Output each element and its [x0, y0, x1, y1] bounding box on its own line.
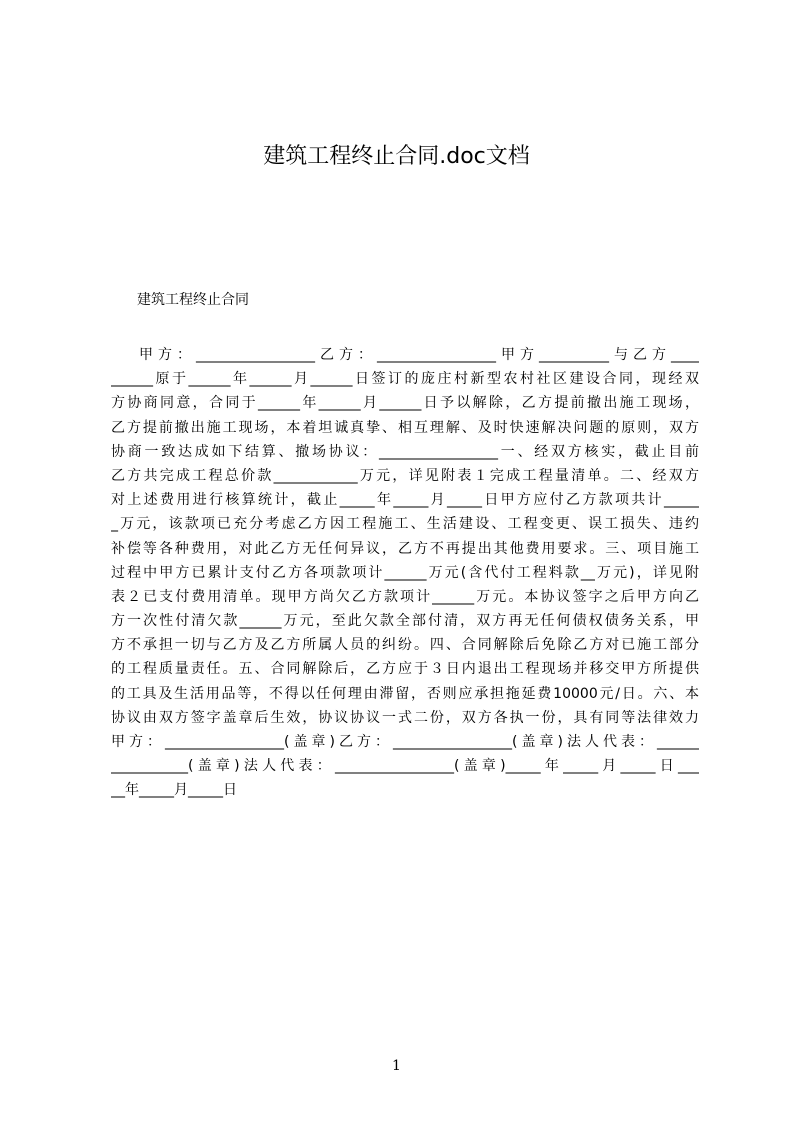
- document-title: 建筑工程终止合同.doc文档: [263, 144, 530, 169]
- body-line: 甲方：_________________(盖章)乙方：_________________(盖章)法人代表：______: [111, 734, 699, 750]
- page-number: 1: [392, 1058, 401, 1074]
- body-line: 方一次性付清欠款______万元，至此欠款全部付清，双方再无任何债权债务关系，甲: [111, 613, 699, 630]
- body-line: __年_____月_____日: [111, 782, 237, 799]
- body-line: 乙方提前撤出施工现场，本着坦诚真挚、相互理解、及时快速解决问题的原则，双方: [111, 419, 699, 436]
- body-line: 方协商同意，合同于______年______月______日予以解除，乙方提前撤出施工现场，: [111, 395, 699, 412]
- body-line: 补偿等各种费用，对此乙方无任何异议，乙方不再提出其他费用要求。三、项目施工: [111, 540, 699, 557]
- body-line: 的工具及生活用品等，不得以任何理由滞留，否则应承担拖延费10000元/日。六、本: [111, 685, 699, 702]
- body-line: 对上述费用进行核算统计，截止_____年_____月_____日甲方应付乙方款项共计_____: [111, 492, 699, 509]
- body-line: ______原于______年______月______日签订的庞庄村新型农村社区建设合同，现经双: [111, 371, 699, 388]
- body-line: 协议由双方签字盖章后生效，协议协议一式二份，双方各执一份，具有同等法律效力: [111, 709, 699, 726]
- body-line: 方不承担一切与乙方及乙方所属人员的纠纷。四、合同解除后免除乙方对已施工部分: [111, 637, 699, 654]
- body-line: 甲方：_________________乙方：_________________甲方__________与乙方____: [139, 347, 699, 363]
- body-line: 乙方共完成工程总价款____________万元，详见附表１完成工程量清单。二、经双方: [111, 467, 699, 484]
- body-line: 过程中甲方已累计支付乙方各项款项计______万元(含代付工程料款__万元)，详见附: [111, 564, 699, 581]
- body-line: 协商一致达成如下结算、撤场协议：_________________一、经双方核实，截止目前: [111, 443, 699, 460]
- contract-heading: 建筑工程终止合同: [137, 292, 249, 308]
- body-line: _万元，该款项已充分考虑乙方因工程施工、生活建设、工程变更、误工损失、违约: [111, 516, 699, 533]
- contract-body: [111, 343, 699, 803]
- body-line: 表２已支付费用清单。现甲方尚欠乙方款项计______万元。本协议签字之后甲方向乙: [111, 588, 699, 605]
- body-line: 的工程质量责任。五、合同解除后，乙方应于３日内退出工程现场并移交甲方所提供: [111, 661, 699, 678]
- body-line: ___________(盖章)法人代表：_________________(盖章)_____年_____月_____日___: [111, 758, 699, 775]
